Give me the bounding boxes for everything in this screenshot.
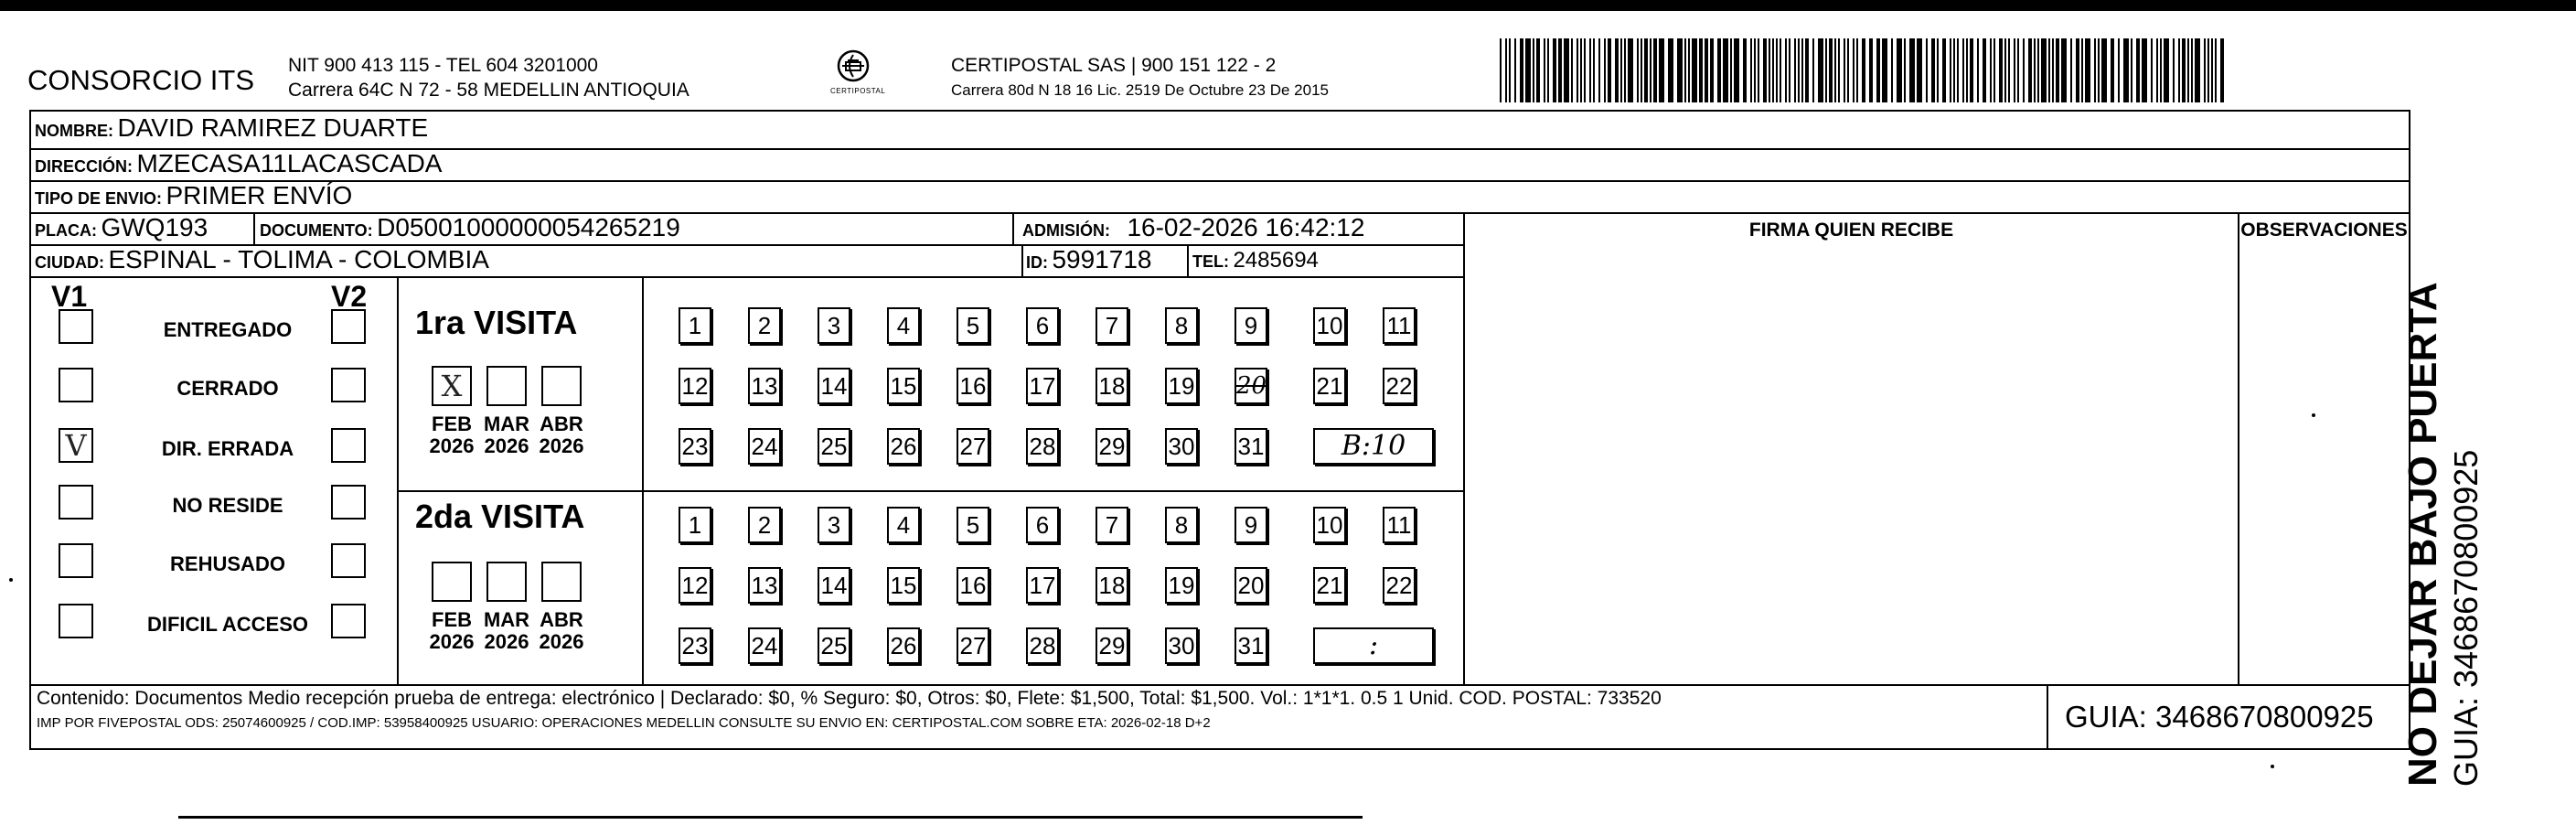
day-box[interactable]: 18 bbox=[1096, 368, 1128, 404]
barcode bbox=[1500, 38, 2227, 102]
bottom-rule bbox=[178, 816, 1363, 819]
tipo-value: PRIMER ENVÍO bbox=[166, 181, 353, 209]
barcode-bar bbox=[1862, 38, 1865, 102]
admision-row bbox=[1022, 213, 1364, 242]
barcode-bar bbox=[1805, 38, 1809, 102]
barcode-bar bbox=[1620, 38, 1622, 102]
barcode-bar bbox=[1608, 38, 1611, 102]
barcode-bar bbox=[1710, 38, 1714, 102]
documento-label: DOCUMENTO: bbox=[260, 221, 373, 240]
barcode-bar bbox=[1598, 38, 1600, 102]
v2-checkbox[interactable] bbox=[331, 428, 366, 463]
barcode-bar bbox=[2123, 38, 2129, 102]
visit-time[interactable]: : bbox=[1313, 627, 1434, 664]
day-box[interactable]: 2 bbox=[748, 307, 781, 344]
barcode-bar bbox=[1580, 38, 1582, 102]
barcode-bar bbox=[1801, 38, 1803, 102]
barcode-bar bbox=[2187, 38, 2189, 102]
barcode-bar bbox=[1734, 38, 1739, 102]
barcode-bar bbox=[1897, 38, 1902, 102]
barcode-bar bbox=[1999, 38, 2003, 102]
day-box[interactable]: 29 bbox=[1096, 627, 1128, 664]
day-box[interactable]: 6 bbox=[1026, 507, 1059, 543]
status-label: REHUSADO bbox=[170, 552, 285, 575]
barcode-bar bbox=[2101, 38, 2107, 102]
barcode-bar bbox=[2173, 38, 2175, 102]
month-checkbox[interactable]: X bbox=[432, 366, 472, 406]
barcode-bar bbox=[1990, 38, 1992, 102]
tipo-row bbox=[35, 181, 352, 210]
barcode-bar bbox=[1962, 38, 1964, 102]
barcode-bar bbox=[1769, 38, 1770, 102]
barcode-bar bbox=[1520, 38, 1523, 102]
day-box[interactable]: 10 bbox=[1313, 507, 1346, 543]
barcode-bar bbox=[1577, 38, 1578, 102]
barcode-bar bbox=[1628, 38, 1633, 102]
day-box[interactable]: 14 bbox=[818, 567, 850, 604]
speck bbox=[9, 578, 13, 582]
day-box[interactable]: 21 bbox=[1313, 368, 1346, 404]
barcode-bar bbox=[1937, 38, 1939, 102]
day-box[interactable]: 26 bbox=[887, 428, 920, 465]
day-box[interactable]: 26 bbox=[887, 627, 920, 664]
day-box[interactable]: 20 bbox=[1235, 567, 1267, 604]
barcode-bar bbox=[1584, 38, 1586, 102]
barcode-bar bbox=[1829, 38, 1833, 102]
barcode-bar bbox=[1909, 38, 1915, 102]
barcode-bar bbox=[1692, 38, 1697, 102]
barcode-bar bbox=[1637, 38, 1639, 102]
day-box[interactable]: 21 bbox=[1313, 567, 1346, 604]
day-box[interactable]: 8 bbox=[1165, 307, 1198, 344]
barcode-bar bbox=[1853, 38, 1855, 102]
v2-checkbox[interactable] bbox=[331, 368, 366, 402]
barcode-bar bbox=[1876, 38, 1880, 102]
day-box[interactable]: 23 bbox=[679, 627, 711, 664]
day-box[interactable]: 24 bbox=[748, 627, 781, 664]
barcode-bar bbox=[1684, 38, 1686, 102]
barcode-bar bbox=[1750, 38, 1752, 102]
id-row bbox=[1026, 245, 1151, 274]
barcode-bar bbox=[1818, 38, 1823, 102]
barcode-bar bbox=[1668, 38, 1673, 102]
documento-value: D05001000000054265219 bbox=[377, 213, 680, 241]
day-box[interactable]: 15 bbox=[887, 368, 920, 404]
day-box[interactable]: 7 bbox=[1096, 507, 1128, 543]
barcode-bar bbox=[1653, 38, 1657, 102]
admision-label: ADMISIÓN: bbox=[1022, 221, 1110, 240]
v1-header: V1 bbox=[51, 280, 88, 313]
month-checkbox[interactable] bbox=[486, 366, 527, 406]
speck bbox=[2312, 413, 2315, 417]
barcode-bar bbox=[1891, 38, 1893, 102]
speck bbox=[2271, 765, 2274, 768]
day-box[interactable]: 25 bbox=[818, 428, 850, 465]
barcode-bar bbox=[1856, 38, 1858, 102]
v2-checkbox[interactable] bbox=[331, 309, 366, 344]
barcode-bar bbox=[1564, 38, 1569, 102]
barcode-bar bbox=[1869, 38, 1873, 102]
id-label: ID: bbox=[1026, 253, 1048, 272]
day-box[interactable]: 22 bbox=[1383, 567, 1416, 604]
nombre-row bbox=[35, 113, 428, 143]
day-box[interactable]: 30 bbox=[1165, 428, 1198, 465]
barcode-bar bbox=[1970, 38, 1973, 102]
barcode-bar bbox=[1571, 38, 1573, 102]
placa-label: PLACA: bbox=[35, 221, 97, 240]
side-guia: GUIA: 3468670800925 bbox=[2447, 449, 2485, 787]
barcode-bar bbox=[1785, 38, 1787, 102]
day-box[interactable]: 15 bbox=[887, 567, 920, 604]
barcode-bar bbox=[2052, 38, 2054, 102]
day-box[interactable]: 11 bbox=[1383, 307, 1416, 344]
month-name: ABR bbox=[540, 412, 583, 435]
barcode-bar bbox=[1604, 38, 1606, 102]
barcode-bar bbox=[2191, 38, 2193, 102]
day-box[interactable]: 31 bbox=[1235, 627, 1267, 664]
barcode-bar bbox=[1500, 38, 1502, 102]
month-name: MAR bbox=[483, 412, 530, 435]
barcode-bar bbox=[2017, 38, 2019, 102]
barcode-bar bbox=[1844, 38, 1845, 102]
tel-row bbox=[1192, 248, 1319, 273]
day-box[interactable]: 31 bbox=[1235, 428, 1267, 465]
barcode-bar bbox=[1677, 38, 1683, 102]
day-box[interactable]: 23 bbox=[679, 428, 711, 465]
documento-row bbox=[260, 213, 680, 242]
visit2-title: 2da VISITA bbox=[415, 498, 585, 535]
day-box[interactable]: 18 bbox=[1096, 567, 1128, 604]
barcode-bar bbox=[1644, 38, 1648, 102]
barcode-bar bbox=[2136, 38, 2140, 102]
day-box[interactable]: 13 bbox=[748, 567, 781, 604]
barcode-bar bbox=[1904, 38, 1906, 102]
barcode-bar bbox=[1699, 38, 1703, 102]
barcode-bar bbox=[1754, 38, 1756, 102]
barcode-bar bbox=[1553, 38, 1556, 102]
barcode-bar bbox=[1789, 38, 1790, 102]
v1-checkbox[interactable]: V bbox=[59, 428, 93, 463]
barcode-bar bbox=[1593, 38, 1595, 102]
placa-row bbox=[35, 213, 208, 242]
company-address: Carrera 64C N 72 - 58 MEDELLIN ANTIOQUIA bbox=[288, 80, 689, 101]
shipping-label-form bbox=[29, 110, 2410, 750]
ciudad-row bbox=[35, 245, 489, 274]
barcode-bar bbox=[1942, 38, 1946, 102]
day-box[interactable]: 1 bbox=[679, 307, 711, 344]
status-label: DIR. ERRADA bbox=[161, 437, 294, 460]
status-label: CERRADO bbox=[176, 377, 279, 400]
month-year: 2026 bbox=[484, 434, 529, 457]
barcode-bar bbox=[1688, 38, 1690, 102]
status-label: DIFICIL ACCESO bbox=[146, 613, 308, 636]
barcode-bar bbox=[2070, 38, 2072, 102]
barcode-bar bbox=[1838, 38, 1840, 102]
barcode-bar bbox=[1589, 38, 1591, 102]
v2-header: V2 bbox=[331, 280, 368, 313]
day-box[interactable]: 6 bbox=[1026, 307, 1059, 344]
barcode-bar bbox=[1547, 38, 1549, 102]
month-name: FEB bbox=[432, 608, 472, 631]
barcode-bar bbox=[2085, 38, 2090, 102]
company-name: CONSORCIO ITS bbox=[27, 64, 255, 96]
day-box[interactable]: 9 bbox=[1235, 507, 1267, 543]
status-label: ENTREGADO bbox=[163, 318, 293, 341]
barcode-bar bbox=[1533, 38, 1534, 102]
v2-checkbox[interactable] bbox=[331, 543, 366, 578]
day-box[interactable]: 16 bbox=[957, 567, 989, 604]
barcode-bar bbox=[2215, 38, 2217, 102]
direccion-label: DIRECCIÓN: bbox=[35, 157, 133, 176]
barcode-bar bbox=[2098, 38, 2100, 102]
barcode-bar bbox=[1641, 38, 1642, 102]
barcode-bar bbox=[1926, 38, 1928, 102]
barcode-bar bbox=[1558, 38, 1562, 102]
firma-header: FIRMA QUIEN RECIBE bbox=[1748, 220, 1954, 241]
month-checkbox[interactable] bbox=[432, 562, 472, 602]
day-box[interactable]: 7 bbox=[1096, 307, 1128, 344]
barcode-bar bbox=[1957, 38, 1959, 102]
barcode-bar bbox=[2151, 38, 2153, 102]
day-box[interactable]: 25 bbox=[818, 627, 850, 664]
tel-value: 2485694 bbox=[1233, 248, 1319, 273]
barcode-bar bbox=[1505, 38, 1507, 102]
day-box[interactable]: 5 bbox=[957, 307, 989, 344]
day-box[interactable]: 8 bbox=[1165, 507, 1198, 543]
no-dejar-notice: NO DEJAR BAJO PUERTA bbox=[2400, 282, 2445, 787]
barcode-bar bbox=[1659, 38, 1664, 102]
barcode-bar bbox=[1917, 38, 1922, 102]
day-box[interactable]: 28 bbox=[1026, 428, 1059, 465]
side-notice bbox=[2400, 18, 2500, 787]
v2-checkbox[interactable] bbox=[331, 485, 366, 520]
day-box[interactable]: 11 bbox=[1383, 507, 1416, 543]
nombre-value: DAVID RAMIREZ DUARTE bbox=[117, 113, 429, 142]
barcode-bar bbox=[2111, 38, 2114, 102]
barcode-bar bbox=[1950, 38, 1951, 102]
barcode-bar bbox=[2118, 38, 2120, 102]
nombre-label: NOMBRE: bbox=[35, 122, 113, 140]
day-box[interactable]: 3 bbox=[818, 307, 850, 344]
barcode-bar bbox=[1758, 38, 1759, 102]
month-name: FEB bbox=[432, 412, 472, 435]
barcode-bar bbox=[2131, 38, 2132, 102]
barcode-bar bbox=[1763, 38, 1767, 102]
barcode-bar bbox=[1730, 38, 1732, 102]
tel-label: TEL: bbox=[1192, 252, 1229, 271]
barcode-bar bbox=[2178, 38, 2180, 102]
admision-value: 16-02-2026 16:42:12 bbox=[1127, 213, 1365, 241]
day-box[interactable]: 1 bbox=[679, 507, 711, 543]
barcode-bar bbox=[2220, 38, 2224, 102]
barcode-bar bbox=[1798, 38, 1800, 102]
barcode-bar bbox=[1834, 38, 1836, 102]
barcode-bar bbox=[1514, 38, 1516, 102]
month-year: 2026 bbox=[429, 630, 475, 653]
barcode-bar bbox=[1624, 38, 1626, 102]
barcode-bar bbox=[1525, 38, 1531, 102]
barcode-bar bbox=[2061, 38, 2067, 102]
certipostal-address: Carrera 80d N 18 16 Lic. 2519 De Octubre 23 De 2015 bbox=[951, 81, 1329, 99]
barcode-bar bbox=[2034, 38, 2036, 102]
v1-checkbox[interactable] bbox=[59, 604, 93, 638]
day-box[interactable]: 12 bbox=[679, 567, 711, 604]
barcode-bar bbox=[1983, 38, 1986, 102]
v2-checkbox[interactable] bbox=[331, 604, 366, 638]
day-box[interactable]: 29 bbox=[1096, 428, 1128, 465]
barcode-bar bbox=[2037, 38, 2039, 102]
barcode-bar bbox=[2076, 38, 2079, 102]
barcode-bar bbox=[2041, 38, 2047, 102]
tipo-label: TIPO DE ENVIO: bbox=[35, 189, 163, 208]
day-box[interactable]: 2 bbox=[748, 507, 781, 543]
barcode-bar bbox=[1650, 38, 1651, 102]
logo-text: CERTIPOSTAL bbox=[830, 87, 886, 95]
month-checkbox[interactable] bbox=[541, 562, 582, 602]
status-label: NO RESIDE bbox=[172, 494, 283, 517]
barcode-bar bbox=[1544, 38, 1545, 102]
id-value: 5991718 bbox=[1052, 245, 1152, 273]
certipostal-info bbox=[951, 53, 1329, 102]
barcode-bar bbox=[2008, 38, 2010, 102]
barcode-bar bbox=[1794, 38, 1796, 102]
direccion-value: MZECASA11LACASCADA bbox=[136, 149, 443, 177]
barcode-bar bbox=[2204, 38, 2206, 102]
day-box[interactable]: 19 bbox=[1165, 567, 1198, 604]
day-box[interactable]: 28 bbox=[1026, 627, 1059, 664]
barcode-bar bbox=[2094, 38, 2096, 102]
barcode-bar bbox=[1615, 38, 1619, 102]
day-box[interactable]: 22 bbox=[1383, 368, 1416, 404]
month-year: 2026 bbox=[484, 630, 529, 653]
barcode-bar bbox=[1780, 38, 1781, 102]
day-box[interactable]: 16 bbox=[957, 368, 989, 404]
barcode-bar bbox=[1847, 38, 1849, 102]
day-box[interactable]: 3 bbox=[818, 507, 850, 543]
barcode-bar bbox=[2048, 38, 2050, 102]
barcode-bar bbox=[1966, 38, 1968, 102]
top-border bbox=[0, 0, 2576, 11]
guia-number: GUIA: 3468670800925 bbox=[2065, 700, 2374, 734]
day-box[interactable]: 4 bbox=[887, 307, 920, 344]
barcode-bar bbox=[1509, 38, 1511, 102]
day-box[interactable]: 19 bbox=[1165, 368, 1198, 404]
barcode-bar bbox=[1953, 38, 1955, 102]
placa-value: GWQ193 bbox=[101, 213, 208, 241]
barcode-bar bbox=[2156, 38, 2158, 102]
barcode-bar bbox=[1812, 38, 1814, 102]
visit1-title: 1ra VISITA bbox=[415, 304, 578, 341]
barcode-bar bbox=[1882, 38, 1887, 102]
day-box[interactable]: 17 bbox=[1026, 567, 1059, 604]
v1-checkbox[interactable] bbox=[59, 309, 93, 344]
barcode-bar bbox=[1776, 38, 1778, 102]
day-box[interactable]: 20 bbox=[1235, 368, 1267, 404]
barcode-bar bbox=[2142, 38, 2147, 102]
company-info bbox=[288, 53, 689, 102]
barcode-bar bbox=[2160, 38, 2162, 102]
footer-content: Contenido: Documentos Medio recepción prueba de entrega: electrónico | Declarado: $0, % Seguro: $0, Otros: $0, Flete: $1,500, Total: $1,500. Vol.: 1*1*1. 0.5 1 Unid. COD. POSTAL: 733520 bbox=[37, 688, 1662, 709]
barcode-bar bbox=[2081, 38, 2083, 102]
v1-checkbox[interactable] bbox=[59, 543, 93, 578]
month-year: 2026 bbox=[539, 434, 584, 457]
barcode-bar bbox=[1772, 38, 1774, 102]
barcode-bar bbox=[1536, 38, 1540, 102]
barcode-bar bbox=[1931, 38, 1935, 102]
barcode-bar bbox=[1993, 38, 1995, 102]
month-checkbox[interactable] bbox=[541, 366, 582, 406]
day-box[interactable]: 12 bbox=[679, 368, 711, 404]
footer-print-info: IMP POR FIVEPOSTAL ODS: 25074600925 / COD.IMP: 53958400925 USUARIO: OPERACIONES MEDELLIN CONSULTE SU ENVIO EN: CERTIPOSTAL.COM SOBRE ETA: 2026-02-18 D+2 bbox=[37, 715, 1211, 731]
observaciones-header: OBSERVACIONES bbox=[2240, 220, 2408, 241]
month-checkbox[interactable] bbox=[486, 562, 527, 602]
month-name: ABR bbox=[540, 608, 583, 631]
v1-checkbox[interactable] bbox=[59, 485, 93, 520]
day-box[interactable]: 17 bbox=[1026, 368, 1059, 404]
barcode-bar bbox=[2056, 38, 2059, 102]
day-box[interactable]: 24 bbox=[748, 428, 781, 465]
barcode-bar bbox=[2023, 38, 2025, 102]
month-year: 2026 bbox=[429, 434, 475, 457]
day-box[interactable]: 9 bbox=[1235, 307, 1267, 344]
direccion-row bbox=[35, 149, 442, 178]
ciudad-label: CIUDAD: bbox=[35, 253, 104, 272]
ciudad-value: ESPINAL - TOLIMA - COLOMBIA bbox=[108, 245, 489, 273]
day-box[interactable]: 13 bbox=[748, 368, 781, 404]
barcode-bar bbox=[1825, 38, 1827, 102]
barcode-bar bbox=[1717, 38, 1721, 102]
barcode-bar bbox=[2195, 38, 2200, 102]
barcode-bar bbox=[2164, 38, 2169, 102]
day-box[interactable]: 10 bbox=[1313, 307, 1346, 344]
barcode-bar bbox=[1705, 38, 1708, 102]
month-year: 2026 bbox=[539, 630, 584, 653]
barcode-bar bbox=[2014, 38, 2015, 102]
barcode-bar bbox=[2211, 38, 2213, 102]
v1-checkbox[interactable] bbox=[59, 368, 93, 402]
day-box[interactable]: 27 bbox=[957, 627, 989, 664]
day-box[interactable]: 30 bbox=[1165, 627, 1198, 664]
barcode-bar bbox=[2004, 38, 2006, 102]
month-name: MAR bbox=[483, 608, 530, 631]
barcode-bar bbox=[1723, 38, 1728, 102]
barcode-bar bbox=[1977, 38, 1979, 102]
day-box[interactable]: 14 bbox=[818, 368, 850, 404]
barcode-bar bbox=[2028, 38, 2032, 102]
day-box[interactable]: 4 bbox=[887, 507, 920, 543]
barcode-bar bbox=[2182, 38, 2186, 102]
day-box[interactable]: 5 bbox=[957, 507, 989, 543]
day-box[interactable]: 27 bbox=[957, 428, 989, 465]
barcode-bar bbox=[2207, 38, 2209, 102]
certipostal-nit: CERTIPOSTAL SAS | 900 151 122 - 2 bbox=[951, 55, 1277, 76]
barcode-bar bbox=[1743, 38, 1747, 102]
company-nit: NIT 900 413 115 - TEL 604 3201000 bbox=[288, 55, 598, 76]
visit-time[interactable]: B:10 bbox=[1313, 428, 1434, 465]
